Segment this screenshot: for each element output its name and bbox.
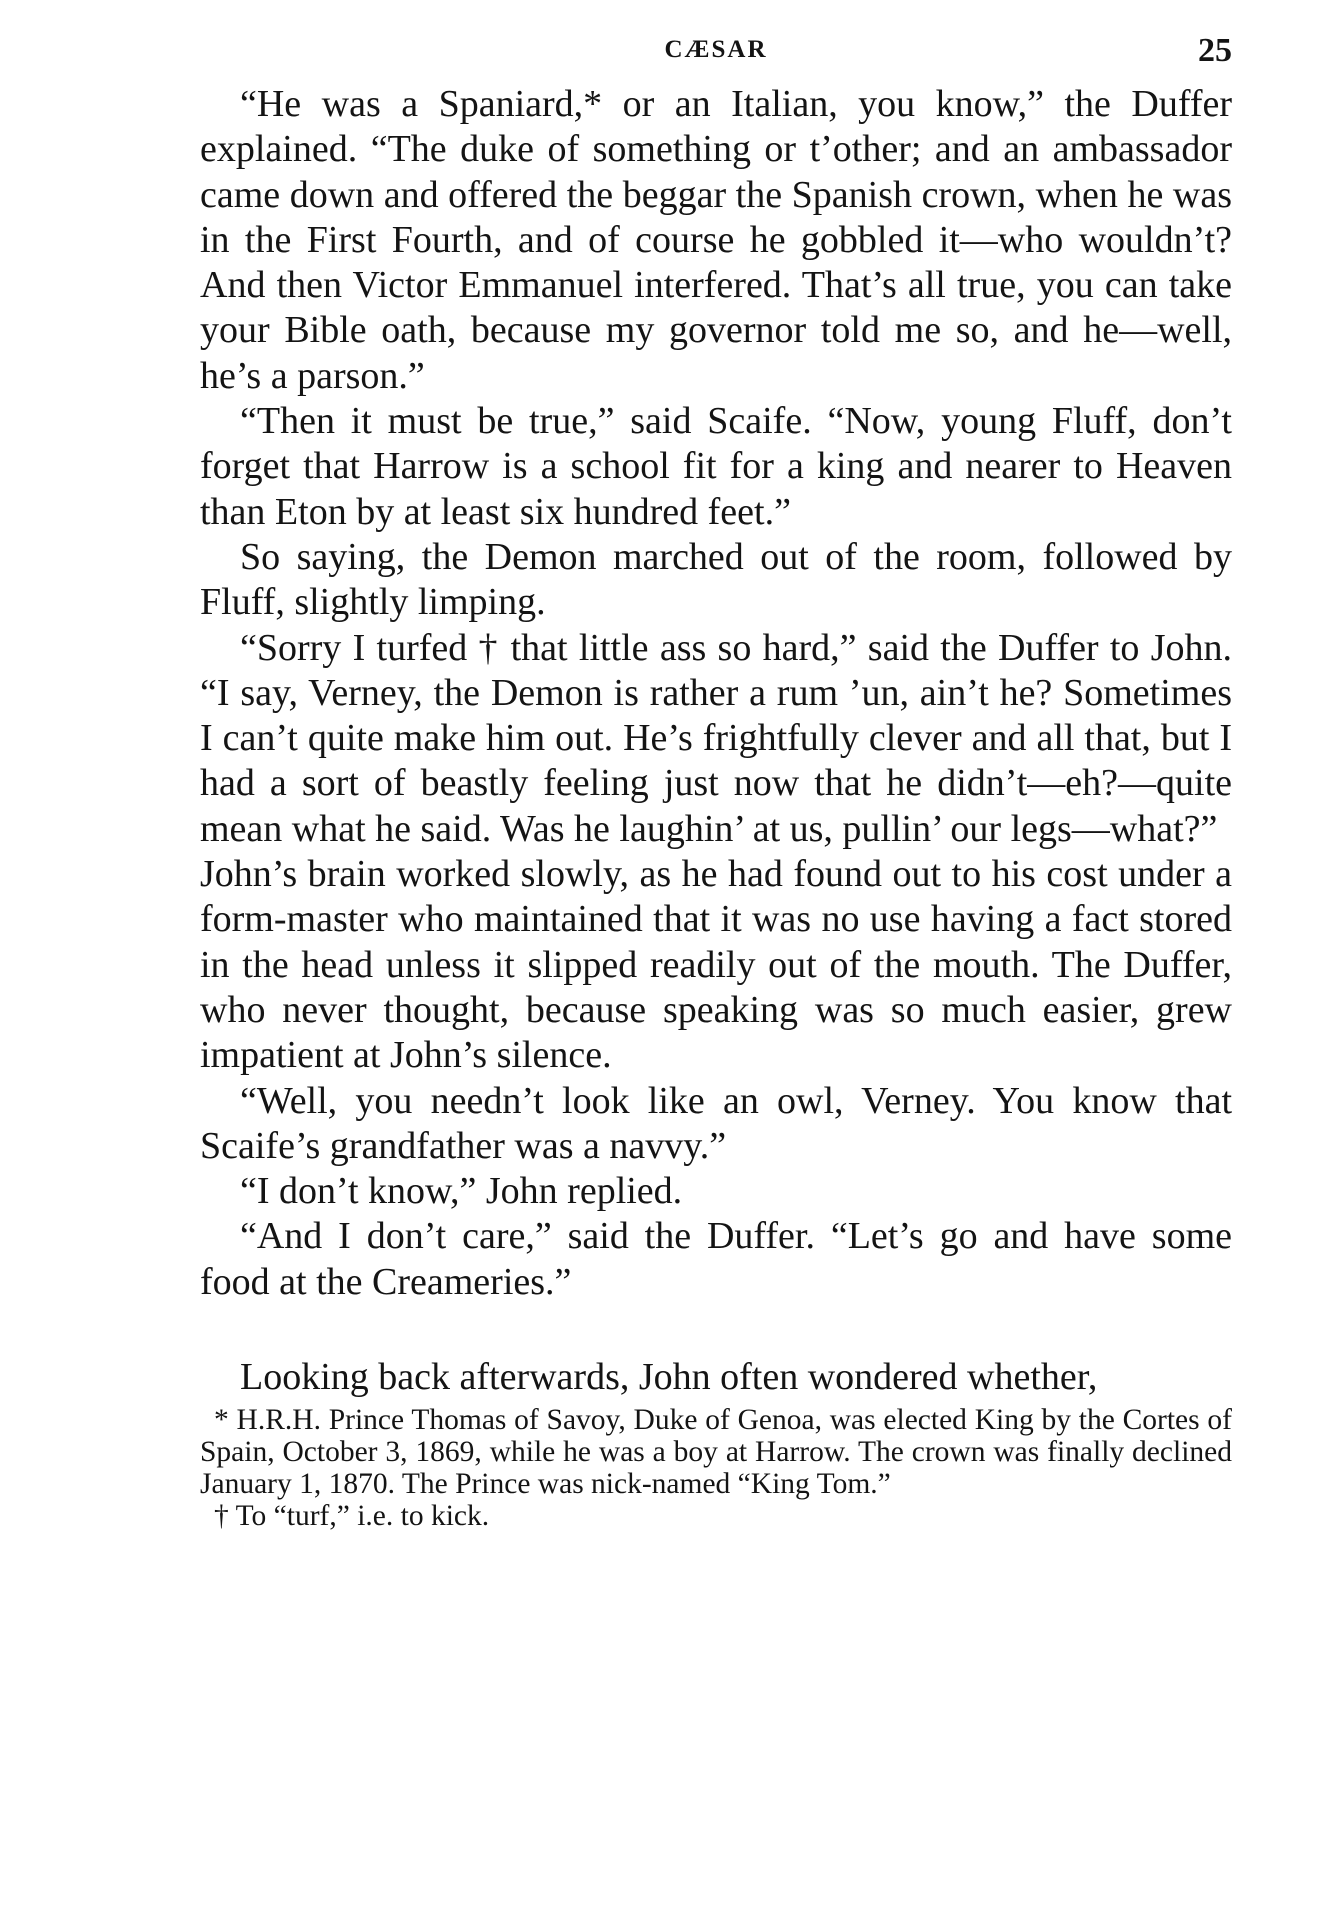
paragraph: “Well, you needn’t look like an owl, Verney. You know that Scaife’s grandfather was a navvy.” [200, 1079, 1232, 1167]
paragraph: “Sorry I turfed † that little ass so hard,” said the Duffer to John. “I say, Verney, the Demon is rather a rum ’un, ain’t he? Sometimes I can’t quite make him out. He’s frightfully clever and all that, but I had a sort of beastly feeling just now that he didn’t—eh?—quite mean what he said. Was he laughin’ at us, pullin’ our legs—what?” [200, 626, 1232, 850]
body-text [200, 82, 1232, 1400]
paragraph: So saying, the Demon marched out of the room, followed by Fluff, slightly limping. [200, 535, 1232, 624]
book-page [200, 32, 1232, 1533]
paragraph: John’s brain worked slowly, as he had found out to his cost under a form-master who maintained that it was no use having a fact stored in the head unless it slipped readily out of the mouth. The Duffer, who never thought, because speaking was so much easier, grew impatient at John’s silence. [200, 853, 1232, 1077]
paragraph: “Then it must be true,” said Scaife. “Now, young Fluff, don’t forget that Harrow is a school fit for a king and nearer to Heaven than Eton by at least six hundred feet.” [200, 400, 1232, 533]
running-head [200, 32, 1232, 82]
footnote: * H.R.H. Prince Thomas of Savoy, Duke of Genoa, was elected King by the Cortes of Spain, October 3, 1869, while he was a boy at Harrow. The crown was finally declined January 1, 1870. The Prince was nick-named “King Tom.” [200, 1404, 1232, 1501]
paragraph: “I don’t know,” John replied. [240, 1170, 683, 1213]
running-title: CÆSAR [664, 36, 768, 63]
paragraph: “He was a Spaniard,* or an Italian, you know,” the Duffer explained. “The duke of something or t’other; and an ambassador came down and offered the beggar the Spanish crown, when he was in the First Fourth, and of course he gobbled it—who wouldn’t? And then Victor Emmanuel interfered. That’s all true, you can take your Bible oath, because my governor told me so, and he—well, he’s a parson.” [200, 83, 1232, 397]
paragraph: Looking back afterwards, John often wondered whether, [240, 1356, 1098, 1399]
paragraph: “And I don’t care,” said the Duffer. “Let’s go and have some food at the Creameries.” [200, 1215, 1232, 1303]
section-break [200, 1305, 1232, 1355]
footnote: † To “turf,” i.e. to kick. [214, 1500, 490, 1533]
footnotes [200, 1404, 1232, 1532]
page-number: 25 [1198, 32, 1232, 69]
